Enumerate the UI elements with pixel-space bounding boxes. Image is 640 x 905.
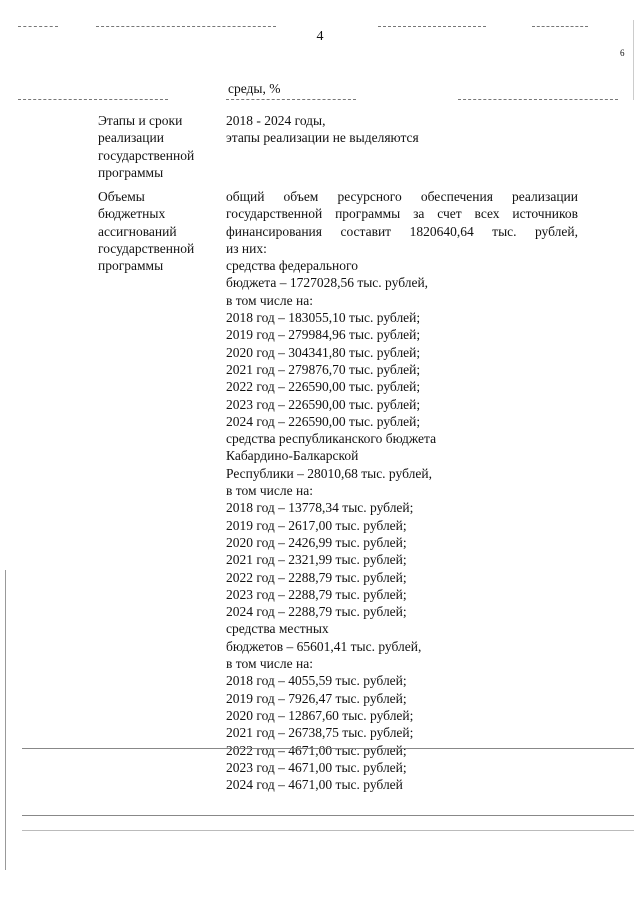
row-label-budget: [98, 188, 220, 274]
value-line: бюджетов – 65601,41 тыс. рублей,: [226, 638, 422, 654]
intro-line: финансирования составит 1820640,64 тыс. рублей,: [226, 223, 578, 239]
value-line: в том числе на:: [226, 483, 313, 499]
value-line: 2021 год – 2321,99 тыс. рублей;: [226, 552, 407, 568]
table-border-top: [458, 99, 618, 100]
label-line: ассигнований: [98, 223, 177, 239]
intro-line: государственной программы за счет всех источников: [226, 206, 578, 222]
value-line: 2023 год – 226590,00 тыс. рублей;: [226, 396, 421, 412]
value-line: 2018 год – 13778,34 тыс. рублей;: [226, 500, 414, 516]
label-line: Этапы и сроки: [98, 113, 183, 128]
value-line: Кабардино-Балкарской: [226, 448, 359, 464]
scan-artifact-line: [22, 830, 634, 831]
page-number: 4: [316, 29, 324, 44]
scan-artifact-line: [18, 26, 58, 27]
label-line: программы: [98, 258, 164, 274]
value-line: в том числе на:: [226, 656, 313, 672]
value-line: 2021 год – 26738,75 тыс. рублей;: [226, 725, 414, 741]
value-line: из них:: [226, 240, 267, 256]
scan-artifact-line: [96, 26, 276, 27]
value-line: 2018 - 2024 годы,: [226, 113, 326, 128]
table-border-top: [18, 99, 168, 100]
label-line: программы: [98, 164, 164, 180]
value-line: 2020 год – 12867,60 тыс. рублей;: [226, 707, 414, 723]
intro-line: общий объем ресурсного обеспечения реализации: [226, 189, 578, 204]
label-line: бюджетных: [98, 206, 166, 222]
value-line: Республики – 28010,68 тыс. рублей,: [226, 465, 432, 481]
value-line: 2019 год – 7926,47 тыс. рублей;: [226, 690, 407, 706]
scan-artifact-line: [378, 26, 486, 27]
label-line: государственной: [98, 240, 195, 256]
scan-artifact-line: [633, 20, 634, 100]
value-line: 2019 год – 2617,00 тыс. рублей;: [226, 517, 407, 533]
continued-text: среды, %: [228, 81, 281, 96]
value-line: 2022 год – 226590,00 тыс. рублей;: [226, 379, 421, 395]
value-line: средства республиканского бюджета: [226, 431, 437, 447]
label-line: государственной: [98, 147, 195, 163]
scan-artifact-line: [22, 815, 634, 816]
value-line: 2022 год – 4671,00 тыс. рублей;: [226, 742, 407, 758]
value-line: в том числе на:: [226, 292, 313, 308]
row-label-stages: [98, 112, 220, 181]
value-line: 2021 год – 279876,70 тыс. рублей;: [226, 361, 421, 377]
label-line: реализации: [98, 130, 164, 146]
scan-artifact-line: [5, 570, 6, 870]
table-border-top: [226, 99, 356, 100]
value-line: 2018 год – 4055,59 тыс. рублей;: [226, 673, 407, 689]
value-line: 2022 год – 2288,79 тыс. рублей;: [226, 569, 407, 585]
value-line: 2024 год – 4671,00 тыс. рублей: [226, 777, 403, 793]
row-value-budget: [226, 188, 578, 793]
value-line: 2020 год – 2426,99 тыс. рублей;: [226, 534, 407, 550]
value-line: бюджета – 1727028,56 тыс. рублей,: [226, 275, 429, 291]
corner-mark: 6: [620, 48, 625, 58]
value-line: средства федерального: [226, 258, 358, 274]
label-line: Объемы: [98, 189, 145, 204]
value-line: 2019 год – 279984,96 тыс. рублей;: [226, 327, 421, 343]
value-line: 2024 год – 226590,00 тыс. рублей;: [226, 413, 421, 429]
value-line: 2023 год – 2288,79 тыс. рублей;: [226, 586, 407, 602]
value-line: этапы реализации не выделяются: [226, 130, 419, 146]
value-line: 2024 год – 2288,79 тыс. рублей;: [226, 604, 407, 620]
value-line: 2020 год – 304341,80 тыс. рублей;: [226, 344, 421, 360]
value-line: 2018 год – 183055,10 тыс. рублей;: [226, 310, 421, 326]
row-value-stages: [226, 112, 578, 147]
scan-artifact-line: [532, 26, 588, 27]
scan-artifact-line: [22, 748, 634, 749]
value-line: 2023 год – 4671,00 тыс. рублей;: [226, 759, 407, 775]
value-line: средства местных: [226, 621, 329, 637]
